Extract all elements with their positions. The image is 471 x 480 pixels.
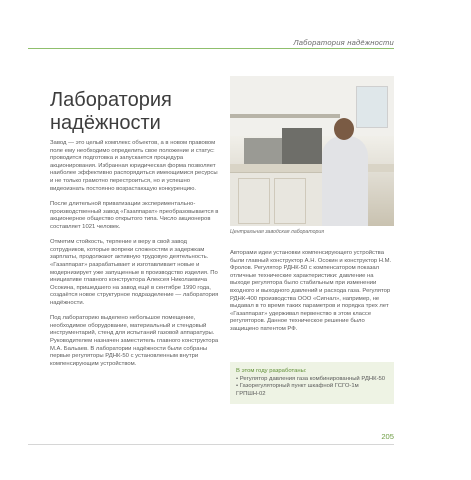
photo-person-head xyxy=(334,118,354,140)
info-box-lead: В этом году разработаны: xyxy=(236,368,307,374)
right-column xyxy=(230,250,394,334)
header-rule xyxy=(28,48,394,49)
info-box-list xyxy=(236,376,388,399)
photo-cabinet-door xyxy=(238,178,270,224)
left-paragraph-1: Завод — это целый комплекс объектов, а в новом правовом поле ему необходимо определить свое положение и статус: проводится подготовка и запускается процедура акционирования. Избранная юридическая форма позволяет наиболее эффективно распорядиться имеющимися ресурсы и не только грамотно перестроиться, но и успешно видеоизнать постоянно возрастающую конкуренцию. xyxy=(50,140,218,192)
left-paragraph-4: Под лабораторию выделено небольшое помещение, необходимое оборудование, материальный и стендовый инструментарий, стенд для испытаний газовой аппаратуры. Руководителем назначен заместитель главного конструктора М.А. Бальаев. В лаборатории надёжности были собраны первые регуляторы РДНК-50 с установленным внутри компенсирующим устройством. xyxy=(50,315,219,367)
photo-cabinet-door xyxy=(274,178,306,224)
left-column xyxy=(50,140,220,376)
photo-shelf xyxy=(230,114,340,118)
laboratory-photo xyxy=(230,76,394,226)
footer-rule xyxy=(28,444,394,445)
info-box xyxy=(230,362,394,404)
list-item: • Регулятор давления газа комбинированный РДНК-50 xyxy=(236,376,388,384)
page-title: Лаборатория надёжности xyxy=(50,89,172,135)
right-paragraph: Авторами идеи установки компенсирующего устройства были главный конструктор А.Н. Осокин и конструктор Н.М. Фролов. Регулятор РДНК-50 с компенсатором показал отличные технические характеристики: давление на выходе регулятора было стабильным при изменении входного и выходного давлений и расхода газа. Регулятор РДНК-400 производства ООО «Сигнал», например, не выдавал в то время таких параметров и порядка трех лет «Газаппарат» удерживал первенство в этом классе регуляторов. Данное техническое решение было защищено патентом РФ. xyxy=(230,250,392,332)
left-paragraph-3: Отметим стойкость, терпение и веру в свой завод сотрудников, которые вопреки сложностям и задержкам зарплаты, продолжают активную трудовую деятельность. «Газаппарат» разрабатывает и изготавливает новые и модернизирует уже запущенные в производство изделия. По инициативе главного конструктора Алексея Николаевича Осокина, пришедшего на завод ещё в сентябре 1990 года, создаётся новое структурное подразделение — лаборатория надёжности. xyxy=(50,239,219,306)
page-number: 205 xyxy=(381,432,394,441)
photo-window xyxy=(356,86,388,128)
photo-instrument xyxy=(282,128,322,164)
photo-caption: Центральная заводская лаборатория xyxy=(230,229,325,235)
photo-person xyxy=(322,136,368,226)
left-paragraph-2: После длительной приватизации экспериментально-производственный завод «Газаппарат» преобразовывается в акционерное общество открытого типа. Число акционеров составляет 1021 человек. xyxy=(50,200,219,230)
photo-bench xyxy=(230,164,394,172)
running-head: Лаборатория надёжности xyxy=(293,38,394,47)
list-item: • Газорегуляторный пункт шкафной ГСГО-1м ГРПШН-02 xyxy=(236,383,388,398)
